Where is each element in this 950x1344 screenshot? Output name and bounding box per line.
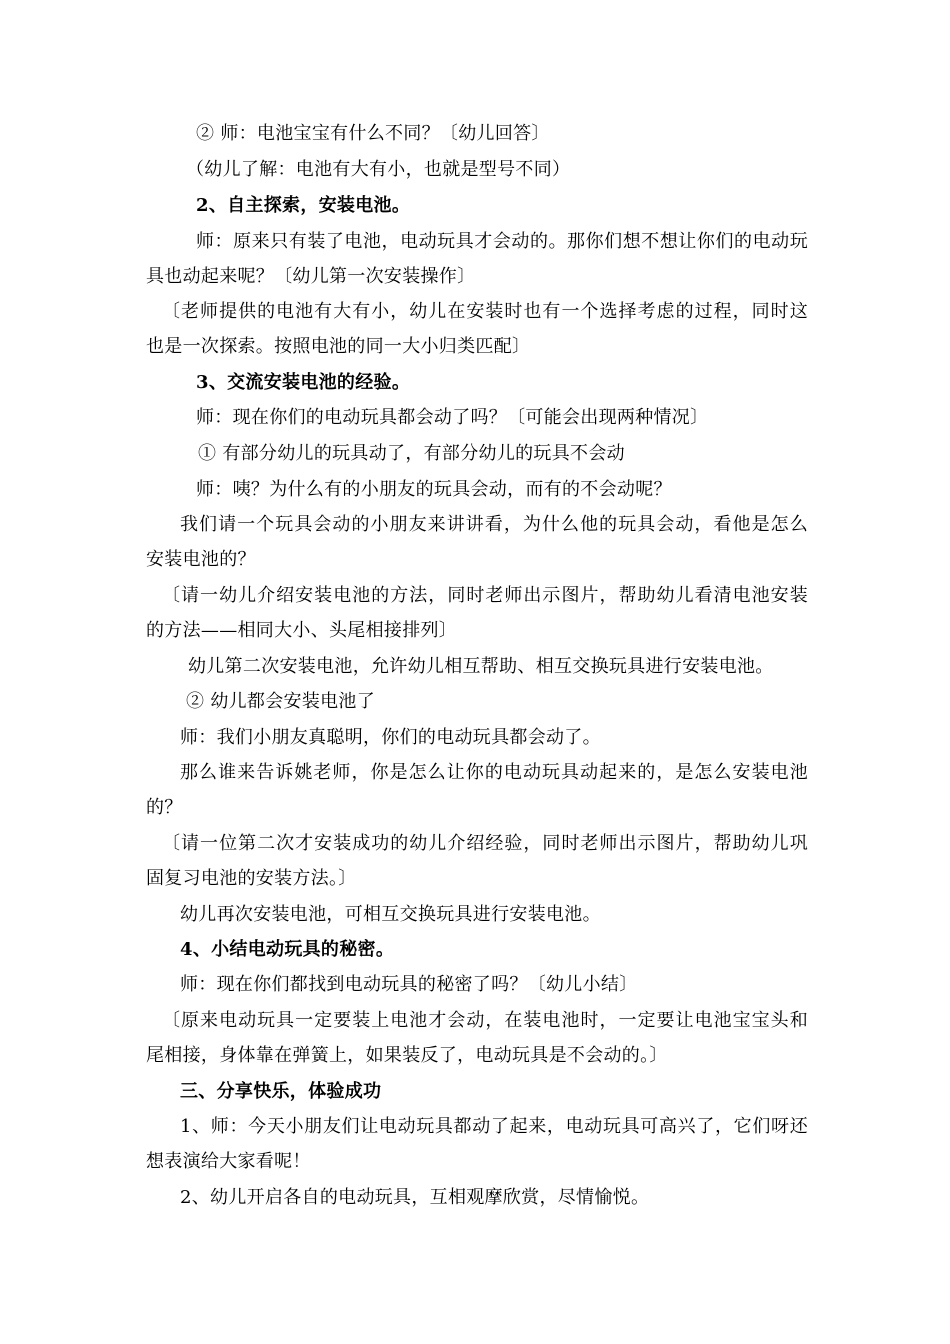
text-line-16: 幼儿第二次安装电池，允许幼儿相互帮助、相互交换玩具进行安装电池。 (188, 656, 774, 677)
section-heading-2: 2、自主探索，安装电池。 (196, 195, 411, 216)
text-line-5: 具也动起来呢？〔幼儿第一次安装操作〕 (146, 266, 476, 287)
text-line-10: ① 有部分幼儿的玩具动了，有部分幼儿的玩具不会动 (198, 443, 625, 464)
text-line-22: 固复习电池的安装方法。〕 (146, 868, 357, 889)
text-line-21: 〔请一位第二次才安装成功的幼儿介绍经验，同时老师出示图片，帮助幼儿巩 (162, 833, 808, 854)
text-line-29: 1、师：今天小朋友们让电动玩具都动了起来，电动玩具可高兴了，它们呀还 (180, 1116, 808, 1137)
text-line-6: 〔老师提供的电池有大有小，幼儿在安装时也有一个选择考虑的过程，同时这 (162, 301, 808, 322)
text-line-11: 师：咦？为什么有的小朋友的玩具会动，而有的不会动呢？ (196, 479, 672, 500)
text-line-23: 幼儿再次安装电池，可相互交换玩具进行安装电池。 (180, 904, 601, 925)
text-line-15: 的方法——相同大小、头尾相接排列〕 (146, 620, 458, 641)
text-line-27: 尾相接，身体靠在弹簧上，如果装反了，电动玩具是不会动的。〕 (146, 1045, 668, 1066)
text-line-17: ② 幼儿都会安装电池了 (186, 691, 376, 712)
text-line-2: （幼儿了解：电池有大有小，也就是型号不同） (186, 159, 571, 180)
text-line-13: 安装电池的？ (146, 549, 256, 570)
section-heading-3: 3、交流安装电池的经验。 (196, 372, 411, 393)
text-line-9: 师：现在你们的电动玩具都会动了吗？〔可能会出现两种情况〕 (196, 407, 709, 428)
text-line-1: ② 师：电池宝宝有什么不同？〔幼儿回答〕 (196, 123, 550, 144)
text-line-4: 师：原来只有装了电池，电动玩具才会动的。那你们想不想让你们的电动玩 (196, 231, 808, 252)
text-line-7: 也是一次探索。按照电池的同一大小归类匹配〕 (146, 336, 531, 357)
text-line-26: 〔原来电动玩具一定要装上电池才会动，在装电池时，一定要让电池宝宝头和 (162, 1010, 808, 1031)
text-line-20: 的？ (146, 797, 183, 818)
text-line-31: 2、幼儿开启各自的电动玩具，互相观摩欣赏，尽情愉悦。 (180, 1187, 650, 1208)
text-line-30: 想表演给大家看呢！ (146, 1151, 311, 1172)
section-heading-three: 三、分享快乐，体验成功 (180, 1081, 382, 1102)
text-line-14: 〔请一幼儿介绍安装电池的方法，同时老师出示图片，帮助幼儿看清电池安装 (162, 585, 808, 606)
text-line-25: 师：现在你们都找到电动玩具的秘密了吗？〔幼儿小结〕 (180, 974, 638, 995)
text-line-18: 师：我们小朋友真聪明，你们的电动玩具都会动了。 (180, 727, 601, 748)
section-heading-4: 4、小结电动玩具的秘密。 (180, 939, 395, 960)
text-line-12: 我们请一个玩具会动的小朋友来讲讲看，为什么他的玩具会动，看他是怎么 (180, 514, 808, 535)
text-line-19: 那么谁来告诉姚老师，你是怎么让你的电动玩具动起来的，是怎么安装电池 (180, 762, 808, 783)
